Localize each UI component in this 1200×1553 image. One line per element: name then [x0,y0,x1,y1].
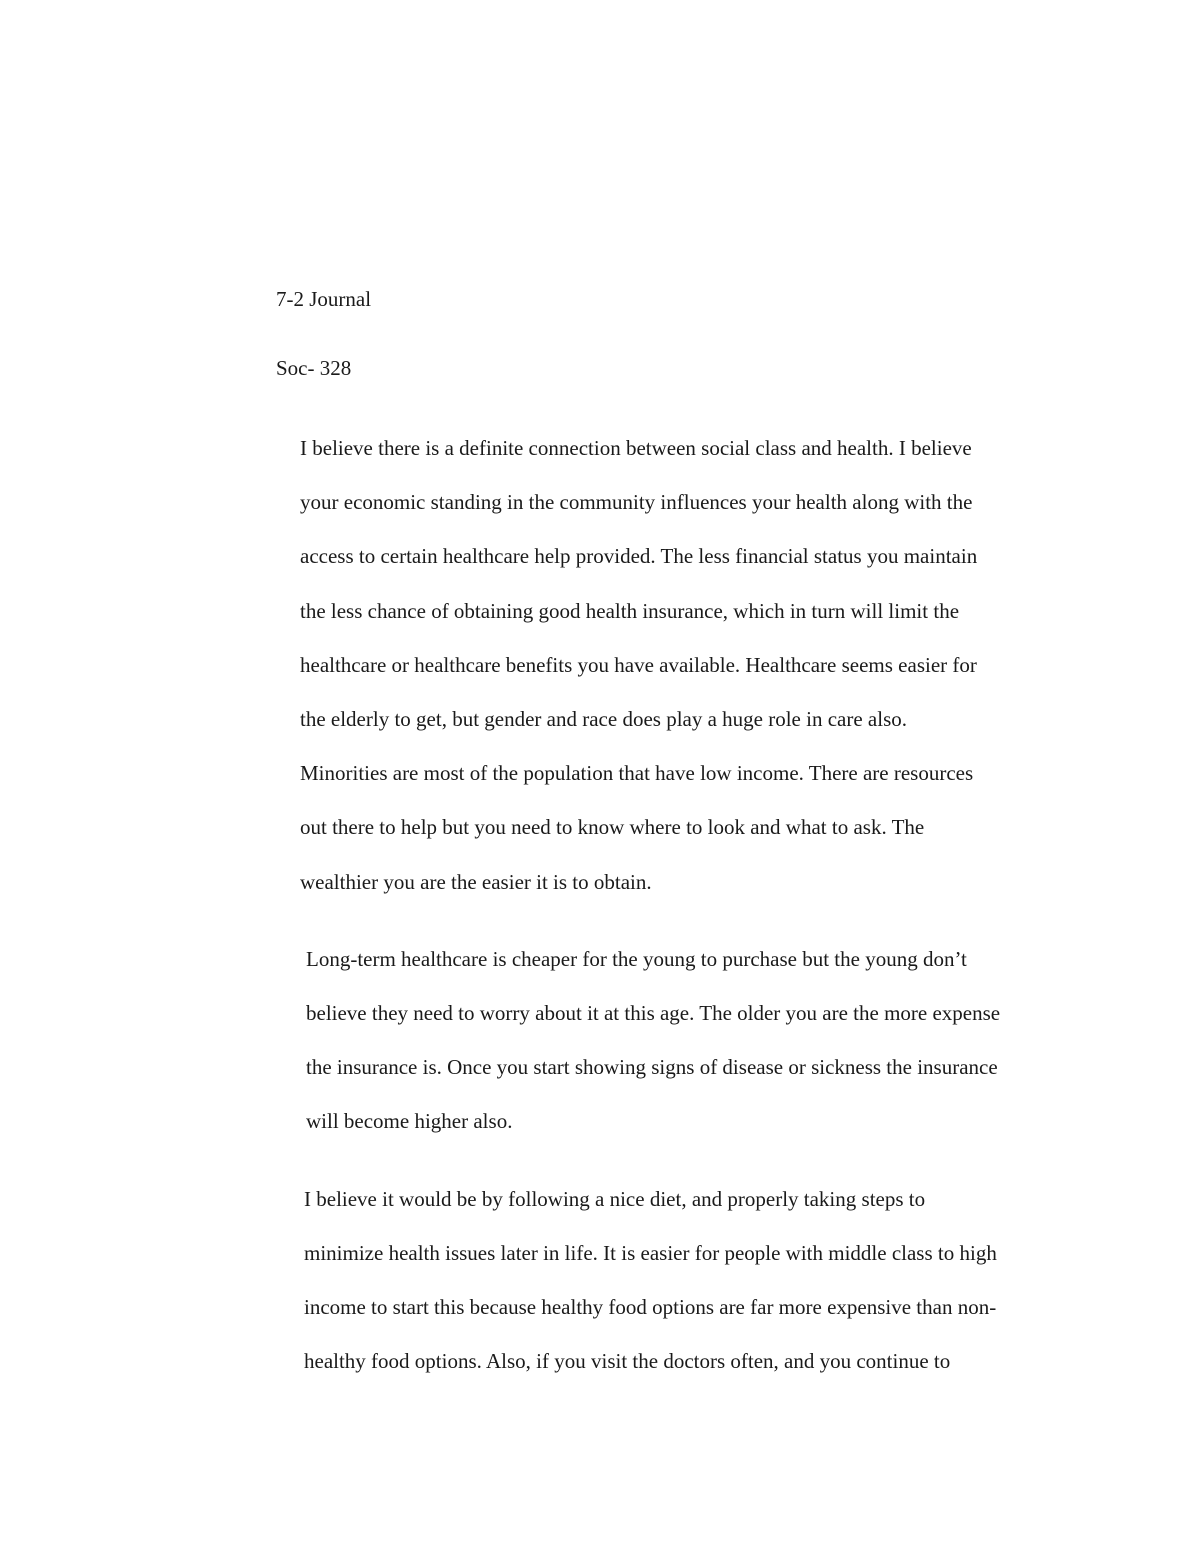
paragraph-line: the less chance of obtaining good health insurance, which in turn will limit the [300,598,960,623]
paragraph-line: believe they need to worry about it at this age. The older you are the more expense [306,1001,1001,1026]
course-code: Soc- 328 [276,356,352,380]
paragraph-line: I believe it would be by following a nice diet, and properly taking steps to [304,1186,926,1211]
paragraph-line: will become higher also. [306,1109,513,1134]
paragraph-line: the insurance is. Once you start showing signs of disease or sickness the insurance [306,1055,998,1080]
paragraph-line: your economic standing in the community influences your health along with the [300,490,973,515]
paragraph-line: wealthier you are the easier it is to obtain. [300,869,652,894]
paragraph-line: access to certain healthcare help provided. The less financial status you maintain [300,544,978,569]
paragraph-2 [276,932,1061,1149]
paragraph-line: healthy food options. Also, if you visit the doctors often, and you continue to [304,1349,951,1374]
paragraph-1 [276,421,1061,909]
paragraph-line: minimize health issues later in life. It is easier for people with middle class to high [304,1240,997,1265]
paragraph-line: healthcare or healthcare benefits you have available. Healthcare seems easier for [300,652,977,677]
paragraph-line: Minorities are most of the population that have low income. There are resources [300,761,974,786]
paragraph-line: I believe there is a definite connection between social class and health. I believe [300,436,972,460]
paragraph-line: the elderly to get, but gender and race does play a huge role in care also. [300,707,908,732]
paragraph-line: income to start this because healthy food options are far more expensive than non- [304,1295,997,1320]
paragraph-line: Long-term healthcare is cheaper for the young to purchase but the young don’t [306,946,967,971]
paragraph-3 [276,1172,1061,1389]
paragraph-line: out there to help but you need to know where to look and what to ask. The [300,815,925,840]
document-title: 7-2 Journal [276,287,372,311]
document-body [276,283,1061,1388]
